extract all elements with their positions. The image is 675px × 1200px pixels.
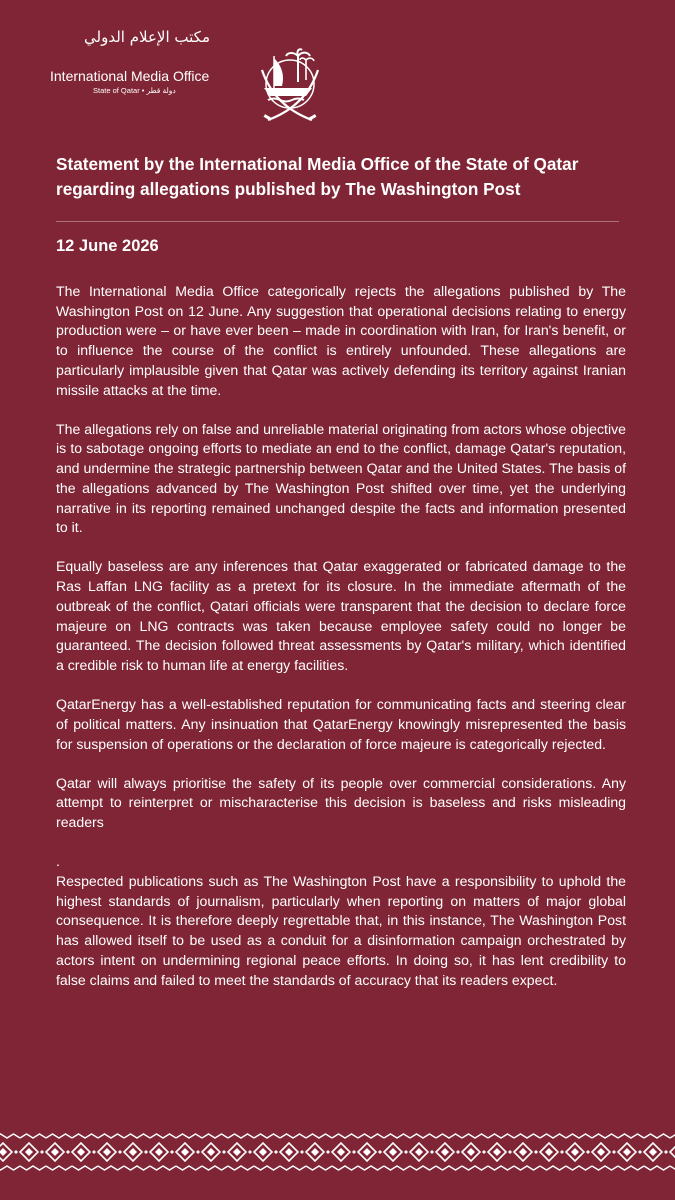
- qatar-emblem-icon: [260, 48, 320, 128]
- paragraph: The International Media Office categorically rejects the allegations published by The Washington Post on 12 June. Any suggestion that operational decisions relating to energy production were – or have ever been – made in coordination with Iran, for Iran's benefit, or to influence the course of the conflict is entirely unfounded. These allegations are particularly implausible given that Qatar was actively defending its territory against Iranian missile attacks at the time.: [56, 283, 626, 398]
- statement-title: Statement by the International Media Office of the State of Qatar regarding allegations published by The Washington Post: [56, 154, 579, 199]
- paragraph: Respected publications such as The Washington Post have a responsibility to uphold the highest standards of journalism, particularly when reporting on matters of major global consequence. It is therefore deeply regrettable that, in this instance, The Washington Post has allowed itself to be used as a conduit for a disinformation campaign orchestrated by actors intent on undermining regional peace efforts. In doing so, it has lent credibility to false claims and failed to meet the standards of accuracy that its readers expect.: [56, 873, 626, 988]
- statement-date: 12 June 2026: [56, 237, 159, 255]
- logo-subtitle: State of Qatar • دولة قطر: [93, 86, 176, 95]
- header-logo: [50, 28, 280, 108]
- stray-period: .: [56, 853, 60, 870]
- logo-arabic-text: مكتب الإعلام الدولي: [84, 28, 210, 46]
- statement-body: [56, 282, 626, 990]
- sadu-border-pattern: [0, 1132, 675, 1172]
- paragraph: QatarEnergy has a well-established reputation for communicating facts and steering clear of political matters. Any insinuation that QatarEnergy knowingly misrepresented the basis for suspension of operations or the declaration of force majeure is categorically rejected.: [56, 696, 626, 752]
- paragraph: Equally baseless are any inferences that Qatar exaggerated or fabricated damage to the Ras Laffan LNG facility as a pretext for its closure. In the immediate aftermath of the outbreak of the conflict, Qatari officials were transparent that the decision to declare force majeure on LNG contracts was taken because employee safety could no longer be guaranteed. The decision followed threat assessments by Qatar's military, which identified a credible risk to human life at energy facilities.: [56, 558, 626, 673]
- logo-english-text: International Media Office: [50, 68, 210, 84]
- title-divider: [56, 221, 619, 222]
- paragraph: Qatar will always prioritise the safety of its people over commercial considerations. Any attempt to reinterpret or mischaracterise this decision is baseless and risks misleading readers: [56, 774, 626, 831]
- paragraph: The allegations rely on false and unreliable material originating from actors whose objective is to sabotage ongoing efforts to mediate an end to the conflict, damage Qatar's reputation, and undermine the strategic partnership between Qatar and the United States. The basis of the allegations advanced by The Washington Post shifted over time, yet the underlying narrative in its reporting remained unchanged despite the facts and information presented to it.: [56, 420, 626, 536]
